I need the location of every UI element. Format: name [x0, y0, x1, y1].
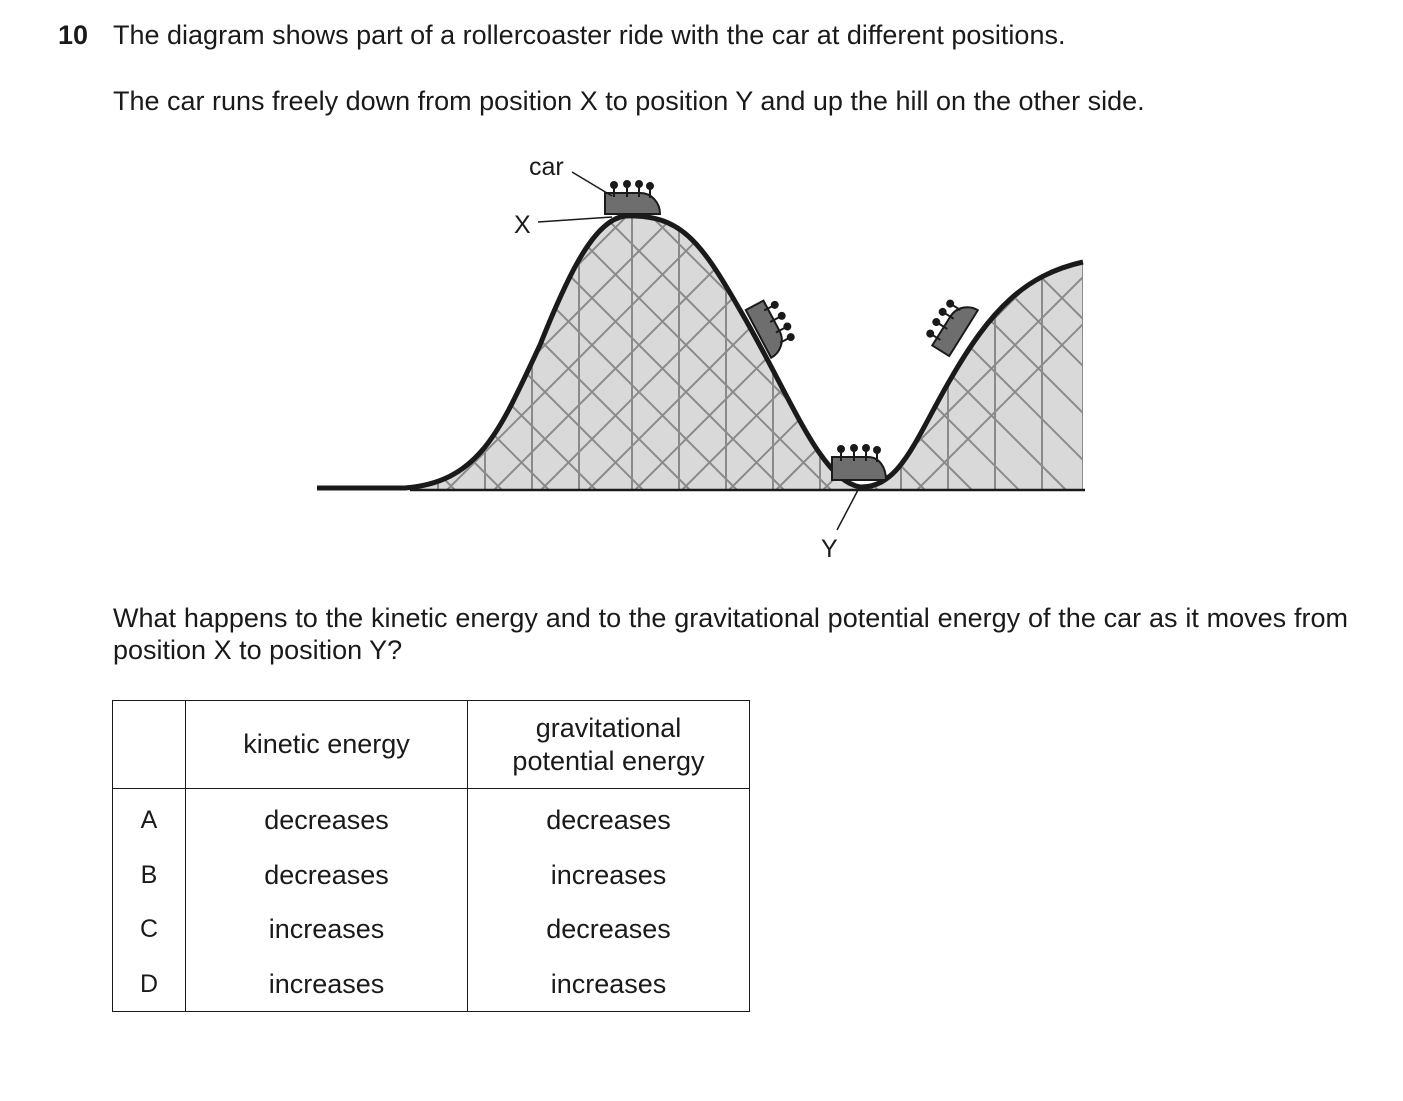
answer-row-d[interactable] — [113, 957, 750, 1012]
option-letter: C — [113, 902, 186, 957]
support-structure — [165, 200, 1254, 495]
answer-table — [112, 700, 750, 1012]
question-prompt: What happens to the kinetic energy and to the gravitational potential energy of the car as it moves from position X to position Y? — [113, 603, 1348, 665]
kinetic-cell: increases — [186, 957, 468, 1012]
header-gpe — [468, 701, 750, 789]
header-gpe-line-1: gravitational — [535, 712, 682, 743]
car-label: car — [529, 153, 564, 181]
x-leader-line — [538, 217, 612, 222]
table-header-row — [113, 701, 750, 789]
y-label: Y — [821, 535, 838, 563]
option-letter: D — [113, 957, 186, 1012]
y-leader-line — [837, 490, 858, 530]
option-letter: B — [113, 848, 186, 903]
kinetic-cell: increases — [186, 902, 468, 957]
header-gpe-line-2: potential energy — [512, 745, 705, 776]
kinetic-cell: decreases — [186, 848, 468, 903]
header-kinetic-energy: kinetic energy — [186, 701, 468, 789]
answer-row-a[interactable] — [113, 789, 750, 848]
gpe-cell: decreases — [468, 902, 750, 957]
gpe-cell: decreases — [468, 789, 750, 848]
question-intro-line-1: The diagram shows part of a rollercoaster ride with the car at different positions. — [113, 20, 1066, 50]
gpe-cell: increases — [468, 848, 750, 903]
answer-row-b[interactable] — [113, 848, 750, 903]
question-number: 10 — [58, 20, 89, 50]
car-at-x — [605, 181, 660, 214]
car-leader-line — [572, 172, 612, 196]
kinetic-cell: decreases — [186, 789, 468, 848]
x-label: X — [514, 211, 531, 239]
header-letter — [113, 701, 186, 789]
answer-row-c[interactable] — [113, 902, 750, 957]
gpe-cell: increases — [468, 957, 750, 1012]
option-letter: A — [113, 789, 186, 848]
question-intro-line-2: The car runs freely down from position X to position Y and up the hill on the other side. — [113, 86, 1145, 116]
car-at-y — [832, 445, 886, 480]
